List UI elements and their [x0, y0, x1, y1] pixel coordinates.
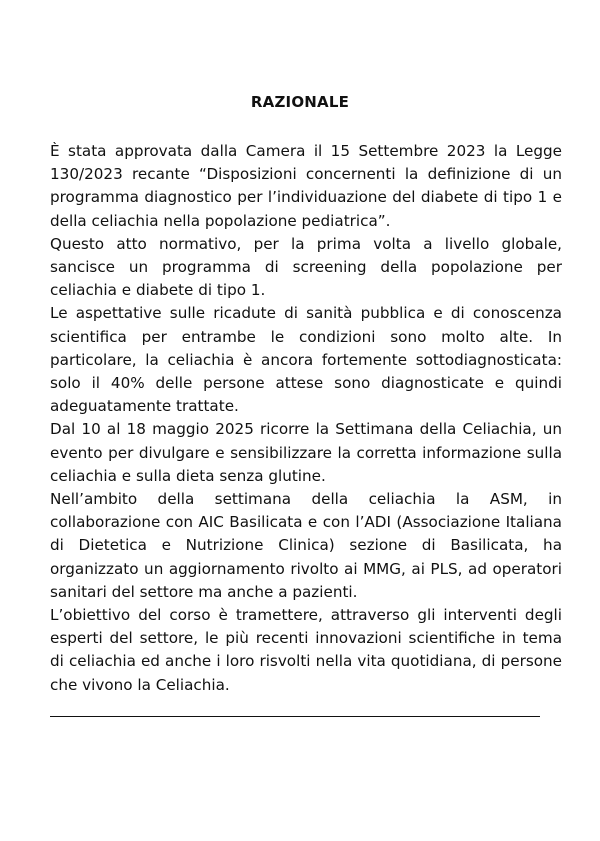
separator-line — [50, 716, 540, 717]
paragraph-expectations: Le aspettative sulle ricadute di sanità pubblica e di conoscenza scientifica per entrambe le condizioni sono molto alte. In particolare, la celiachia è ancora fortemente sottodiagnosticata: solo il 40% delle persone attese sono diagnosticate e quindi adeguatamente trattate. — [50, 304, 562, 416]
document-body — [50, 140, 562, 697]
paragraph-law-approval: È stata approvata dalla Camera il 15 Settembre 2023 la Legge 130/2023 recante “Disposizioni concernenti la definizione di un programma diagnostico per l’individuazione del diabete di tipo 1 e della celiachia nella popolazione pediatrica”. — [50, 142, 562, 230]
paragraph-celiac-week: Dal 10 al 18 maggio 2025 ricorre la Settimana della Celiachia, un evento per divulgare e sensibilizzare la corretta informazione sulla celiachia e sulla dieta senza glutine. — [50, 420, 562, 485]
page-title: RAZIONALE — [250, 93, 350, 111]
paragraph-course-objective: L’obiettivo del corso è tramettere, attraverso gli interventi degli esperti del settore, le più recenti innovazioni scientifiche in tema di celiachia ed anche i loro risvolti nella vita quotidiana, di persone che vivono la Celiachia. — [50, 606, 562, 694]
paragraph-asm-collaboration: Nell’ambito della settimana della celiachia la ASM, in collaborazione con AIC Basilicata e con l’ADI (Associazione Italiana di Dietetica e Nutrizione Clinica) sezione di Basilicata, ha organizzato un aggiornamento rivolto ai MMG, ai PLS, ad operatori sanitari del settore ma anche a pazienti. — [50, 490, 562, 601]
paragraph-screening-program: Questo atto normativo, per la prima volta a livello globale, sancisce un programma di screening della popolazione per celiachia e diabete di tipo 1. — [50, 234, 562, 300]
